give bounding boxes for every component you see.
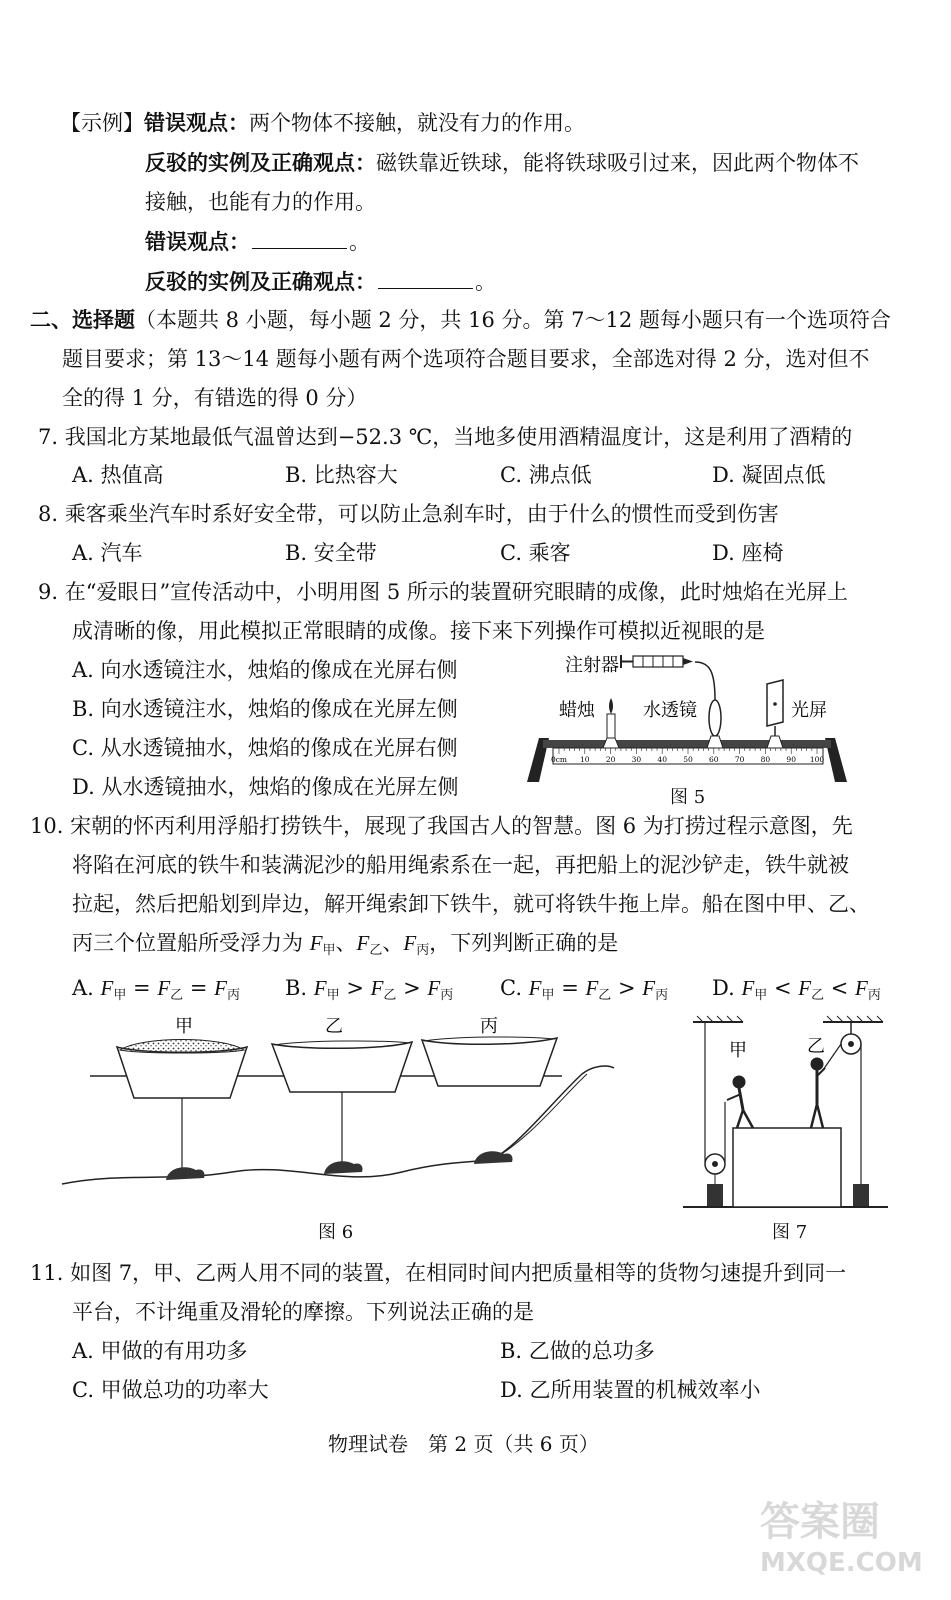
ruler-tick-label: 80 [760, 755, 771, 764]
platform [733, 1128, 841, 1207]
sub-yi: 乙 [383, 988, 397, 1003]
q10-option-a[interactable] [72, 973, 240, 1011]
relation: > [339, 976, 371, 1000]
sub-bing: 丙 [226, 988, 240, 1003]
f-symbol: F [100, 976, 114, 1000]
ruler-tick-label: 40 [657, 755, 667, 764]
ruler-tick-label: 60 [709, 755, 719, 764]
section2-line-1 [30, 305, 891, 335]
q7-option-a[interactable]: A. 热值高 [72, 463, 164, 487]
example-refute-label: 反驳的实例及正确观点： [145, 150, 376, 175]
q10-option-c[interactable] [500, 973, 668, 1011]
iron-ox-icon [474, 1151, 513, 1164]
ruler-tick-label: 20 [605, 755, 616, 764]
f-symbol: F [403, 931, 417, 955]
ruler-tick-label: 100 [809, 755, 825, 764]
f-symbol: F [313, 976, 327, 1000]
relation: = [554, 976, 586, 1000]
figure-5-caption: 图 5 [670, 787, 706, 808]
q11-option-b[interactable]: B. 乙做的总功多 [500, 1339, 655, 1363]
ruler-tick-label: 10 [580, 755, 590, 764]
f-symbol: F [741, 976, 755, 1000]
label-light-screen: 光屏 [791, 700, 827, 721]
ruler-tick-label: 90 [786, 755, 796, 764]
q10-stem-1: 10. 宋朝的怀丙利用浮船打捞铁牛，展现了我国古人的智慧。图 6 为打捞过程示意图，先 [30, 814, 853, 838]
f-symbol: F [427, 976, 441, 1000]
q7-option-d[interactable]: D. 凝固点低 [712, 463, 826, 487]
sub-bing: 丙 [655, 988, 669, 1003]
label-syringe: 注射器 [565, 655, 619, 676]
relation: = [126, 976, 158, 1000]
example-tag: 【示例】 [60, 111, 144, 135]
section2-heading: 二、选择题 [30, 307, 135, 332]
fill-refute-period: 。 [475, 270, 496, 294]
option-label: D. [712, 976, 742, 1000]
cargo-icon [707, 1184, 723, 1206]
q10-option-d[interactable] [712, 973, 881, 1011]
q9-stem-1: 9. 在“爱眼日”宣传活动中，小明用图 5 所示的装置研究眼睛的成像，此时烛焰在光屏上 [38, 580, 848, 604]
fill-wrong-label: 错误观点： [145, 229, 250, 254]
relation: < [824, 976, 856, 1000]
f-symbol: F [309, 931, 323, 955]
q7-stem: 7. 我国北方某地最低气温曾达到−52.3 ℃，当地多使用酒精温度计，这是利用了酒精的 [38, 425, 853, 449]
option-label: C. [500, 976, 529, 1000]
water-lens-icon [695, 662, 723, 748]
ruler-tick-label: 50 [683, 755, 693, 764]
q8-option-d[interactable]: D. 座椅 [712, 541, 784, 565]
sub-yi: 乙 [598, 988, 612, 1003]
q9-option-a[interactable]: A. 向水透镜注水，烛焰的像成在光屏右侧 [72, 658, 458, 682]
f-symbol: F [855, 976, 868, 1000]
q10-stem-4b: ，下列判断正确的是 [429, 931, 619, 955]
q9-option-d[interactable]: D. 从水透镜抽水，烛焰的像成在光屏左侧 [72, 775, 459, 799]
option-label: B. [285, 976, 314, 1000]
boat-jia [117, 1040, 247, 1173]
q9-stem-2: 成清晰的像，用此模拟正常眼睛的成像。接下来下列操作可模拟近视眼的是 [72, 619, 765, 643]
f-symbol: F [585, 976, 599, 1000]
fill-refute-blank[interactable] [378, 268, 473, 289]
sub-yi: 乙 [170, 988, 184, 1003]
fill-wrong-period: 。 [349, 230, 370, 254]
q9-option-b[interactable]: B. 向水透镜注水，烛焰的像成在光屏左侧 [72, 697, 458, 721]
label-candle: 蜡烛 [559, 700, 595, 721]
relation: < [767, 976, 799, 1000]
section2-intro-1: （本题共 8 小题，每小题 2 分，共 16 分。第 7～12 题每小题只有一个选项符合 [135, 308, 891, 332]
sub-bing: 丙 [867, 988, 881, 1003]
ruler-tick-label: 0cm [550, 755, 568, 764]
q8-option-c[interactable]: C. 乘客 [500, 541, 571, 565]
sub-yi: 乙 [369, 943, 383, 958]
boat-bing [422, 1037, 557, 1086]
iron-ox-icon [166, 1167, 205, 1180]
example-line-1 [60, 108, 585, 138]
figure-6 [62, 1012, 622, 1212]
section2-intro-2: 题目要求；第 13～14 题每小题有两个选项符合题目要求，全部选对得 2 分，选对但不 [62, 347, 870, 371]
q7-option-c[interactable]: C. 沸点低 [500, 463, 592, 487]
f-symbol: F [642, 976, 656, 1000]
f-symbol: F [356, 931, 370, 955]
q10-stem-2: 将陷在河底的铁牛和装满泥沙的船用绳索系在一起，再把船上的泥沙铲走，铁牛就被 [72, 853, 849, 877]
q11-option-c[interactable]: C. 甲做总功的功率大 [72, 1378, 269, 1402]
q10-stem-3: 拉起，然后把船划到岸边，解开绳索卸下铁牛，就可将铁牛拖上岸。船在图中甲、乙、 [72, 892, 870, 916]
figure-6-caption: 图 6 [318, 1222, 354, 1243]
q10-option-b[interactable] [285, 973, 453, 1011]
example-refute-text-2: 接触，也能有力的作用。 [145, 190, 376, 214]
fill-wrong-line [145, 227, 370, 257]
relation: > [396, 976, 428, 1000]
ruler-tick-label: 70 [734, 755, 745, 764]
q8-option-b[interactable]: B. 安全带 [285, 541, 377, 565]
person-yi-icon [811, 1058, 825, 1128]
f-symbol: F [798, 976, 812, 1000]
sub-bing: 丙 [440, 988, 454, 1003]
page-footer: 物理试卷 第 2 页（共 6 页） [328, 1432, 599, 1456]
f-symbol: F [214, 976, 227, 1000]
boat-yi [272, 1041, 412, 1168]
sub-yi: 乙 [811, 988, 825, 1003]
q7-option-b[interactable]: B. 比热容大 [285, 463, 398, 487]
q11-option-a[interactable]: A. 甲做的有用功多 [72, 1339, 248, 1363]
fill-refute-label: 反驳的实例及正确观点： [145, 269, 376, 294]
sub-jia: 甲 [541, 988, 555, 1003]
sub-jia: 甲 [322, 943, 336, 958]
sep: 、 [335, 931, 357, 955]
boat-label-bing: 丙 [480, 1016, 498, 1037]
option-label: A. [72, 976, 101, 1000]
f-symbol: F [370, 976, 384, 1000]
person-label-yi: 乙 [807, 1036, 825, 1057]
boat-label-jia: 甲 [175, 1016, 193, 1037]
q10-stem-4a: 丙三个位置船所受浮力为 [72, 931, 310, 955]
f-symbol: F [528, 976, 542, 1000]
figure-5 [525, 652, 850, 787]
sub-bing: 丙 [416, 943, 430, 958]
figure-7 [683, 1012, 893, 1212]
example-wrong-text: 两个物体不接触，就没有力的作用。 [249, 111, 585, 135]
f-symbol: F [157, 976, 171, 1000]
person-jia-icon [727, 1076, 753, 1128]
figure-7-caption: 图 7 [772, 1222, 808, 1243]
relation: > [611, 976, 643, 1000]
fill-wrong-blank[interactable] [252, 228, 347, 249]
person-label-jia: 甲 [729, 1040, 747, 1061]
sep: 、 [382, 931, 404, 955]
q9-option-c[interactable]: C. 从水透镜抽水，烛焰的像成在光屏右侧 [72, 736, 458, 760]
q11-stem-1: 11. 如图 7，甲、乙两人用不同的装置，在相同时间内把质量相等的货物匀速提升到同一 [30, 1261, 847, 1285]
label-water-lens: 水透镜 [643, 700, 697, 721]
example-refute-text-1: 磁铁靠近铁球，能将铁球吸引过来，因此两个物体不 [376, 151, 859, 175]
q8-option-a[interactable]: A. 汽车 [72, 541, 143, 565]
sub-jia: 甲 [754, 988, 768, 1003]
optical-rail [543, 740, 831, 748]
q10-stem-4 [72, 928, 618, 966]
example-line-2 [145, 148, 859, 178]
fill-refute-line [145, 267, 496, 297]
jia-pulley-system [705, 1022, 725, 1206]
relation: = [183, 976, 215, 1000]
ruler-tick-label: 30 [631, 755, 642, 764]
cargo-icon [853, 1184, 869, 1206]
q11-stem-2: 平台，不计绳重及滑轮的摩擦。下列说法正确的是 [72, 1300, 534, 1324]
sub-jia: 甲 [113, 988, 127, 1003]
boat-label-yi: 乙 [325, 1016, 343, 1037]
watermark-logo: 答案圈 [760, 1499, 880, 1545]
light-screen-icon [767, 680, 783, 748]
watermark-site: MXQE.COM [760, 1548, 923, 1578]
section2-intro-3: 全的得 1 分，有错选的得 0 分） [62, 386, 368, 410]
q8-stem: 8. 乘客乘坐汽车时系好安全带，可以防止急刹车时，由于什么的惯性而受到伤害 [38, 502, 779, 526]
sub-jia: 甲 [326, 988, 340, 1003]
example-wrong-label: 错误观点： [144, 110, 249, 135]
iron-ox-icon [324, 1161, 363, 1174]
q11-option-d[interactable]: D. 乙所用装置的机械效率小 [500, 1378, 761, 1402]
syringe-icon [621, 655, 693, 668]
